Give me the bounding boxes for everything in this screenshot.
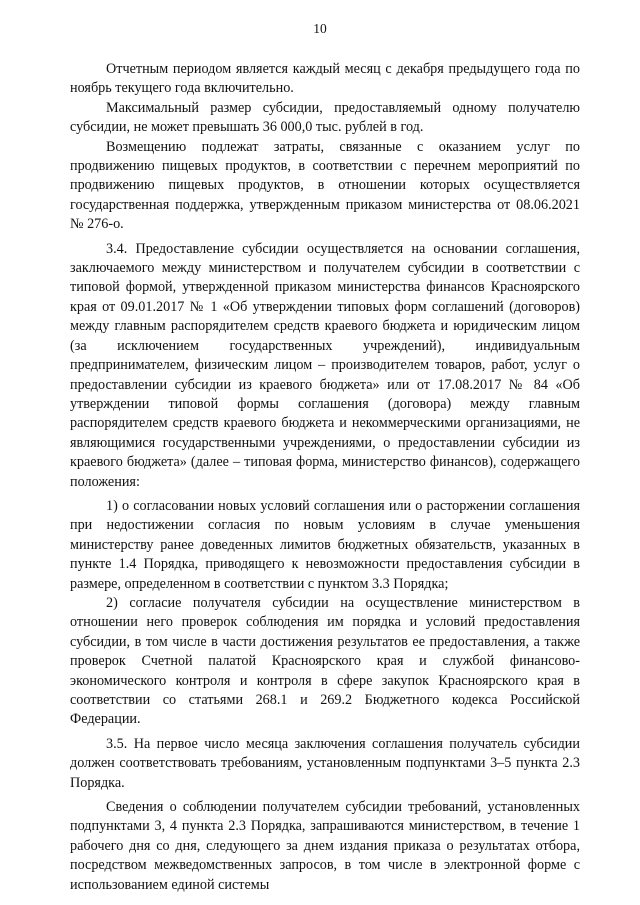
- paragraph-item-2: 2) согласие получателя субсидии на осуществление министерством в отношении него проверок соблюдения им порядка и условий предоставления субсидии, в том числе в части достижения результатов ее предоставления, а также проверок Счетной палатой Красноярского края и службой финансово-экономического контроля и контроля в сфере закупок Красноярского края в соответствии со статьями 268.1 и 269.2 Бюджетного кодекса Российской Федерации.: [70, 594, 580, 728]
- document-body: [70, 60, 580, 895]
- paragraph-compliance-info: Сведения о соблюдении получателем субсидии требований, установленных подпунктами 3, 4 пункта 2.3 Порядка, запрашиваются министерством, в течение 1 рабочего дня со дня, следующего за днем издания приказа о результатах отбора, посредством межведомственных запросов, в том числе в электронной форме с использованием единой системы: [70, 799, 580, 893]
- paragraph-reporting-period: Отчетным периодом является каждый месяц с декабря предыдущего года по ноябрь текущего года включительно.: [70, 61, 580, 97]
- page-number: 10: [313, 21, 327, 36]
- paragraph-max-subsidy: Максимальный размер субсидии, предоставляемый одному получателю субсидии, не может превышать 36 000,0 тыс. рублей в год.: [70, 99, 580, 136]
- paragraph-3-4: 3.4. Предоставление субсидии осуществляется на основании соглашения, заключаемого между министерством и получателем субсидии в соответствии с типовой формой, утвержденной приказом министерства финансов Красноярского края от 09.01.2017 № 1 «Об утверждении типовых форм соглашений (договоров) между главным распорядителем средств краевого бюджета и юридическим лицом (за исключением государственных учреждений), индивидуальным предпринимателем, физическим лицом – производителем товаров, работ, услуг о предоставлении субсидии из краевого бюджета» или от 17.08.2017 № 84 «Об утверждении типовой формы соглашения (договора) между главным распорядителем средств краевого бюджета и некоммерческими организациями, не являющимися государственными учреждениями, о предоставлении субсидии из краевого бюджета» (далее – типовая форма, министерство финансов), содержащего положения:: [70, 240, 580, 490]
- paragraph-reimbursable-costs: Возмещению подлежат затраты, связанные с оказанием услуг по продвижению пищевых продуктов, в соответствии с перечнем мероприятий по продвижению пищевых продуктов, в отношении которых осуществляется государственная поддержка, утвержденным приказом министерства от 08.06.2021 № 276-о.: [70, 138, 580, 233]
- paragraph-3-5: 3.5. На первое число месяца заключения соглашения получатель субсидии должен соответствовать требованиям, установленным подпунктами 3–5 пункта 2.3 Порядка.: [70, 735, 580, 791]
- paragraph-item-1: 1) о согласовании новых условий соглашения или о расторжении соглашения при недостижении согласия по новым условиям в случае уменьшения министерству ранее доведенных лимитов бюджетных обязательств, указанных в пункте 1.4 Порядка, приводящего к невозможности предоставления субсидии в размере, определенном в соответствии с пунктом 3.3 Порядка;: [70, 497, 580, 592]
